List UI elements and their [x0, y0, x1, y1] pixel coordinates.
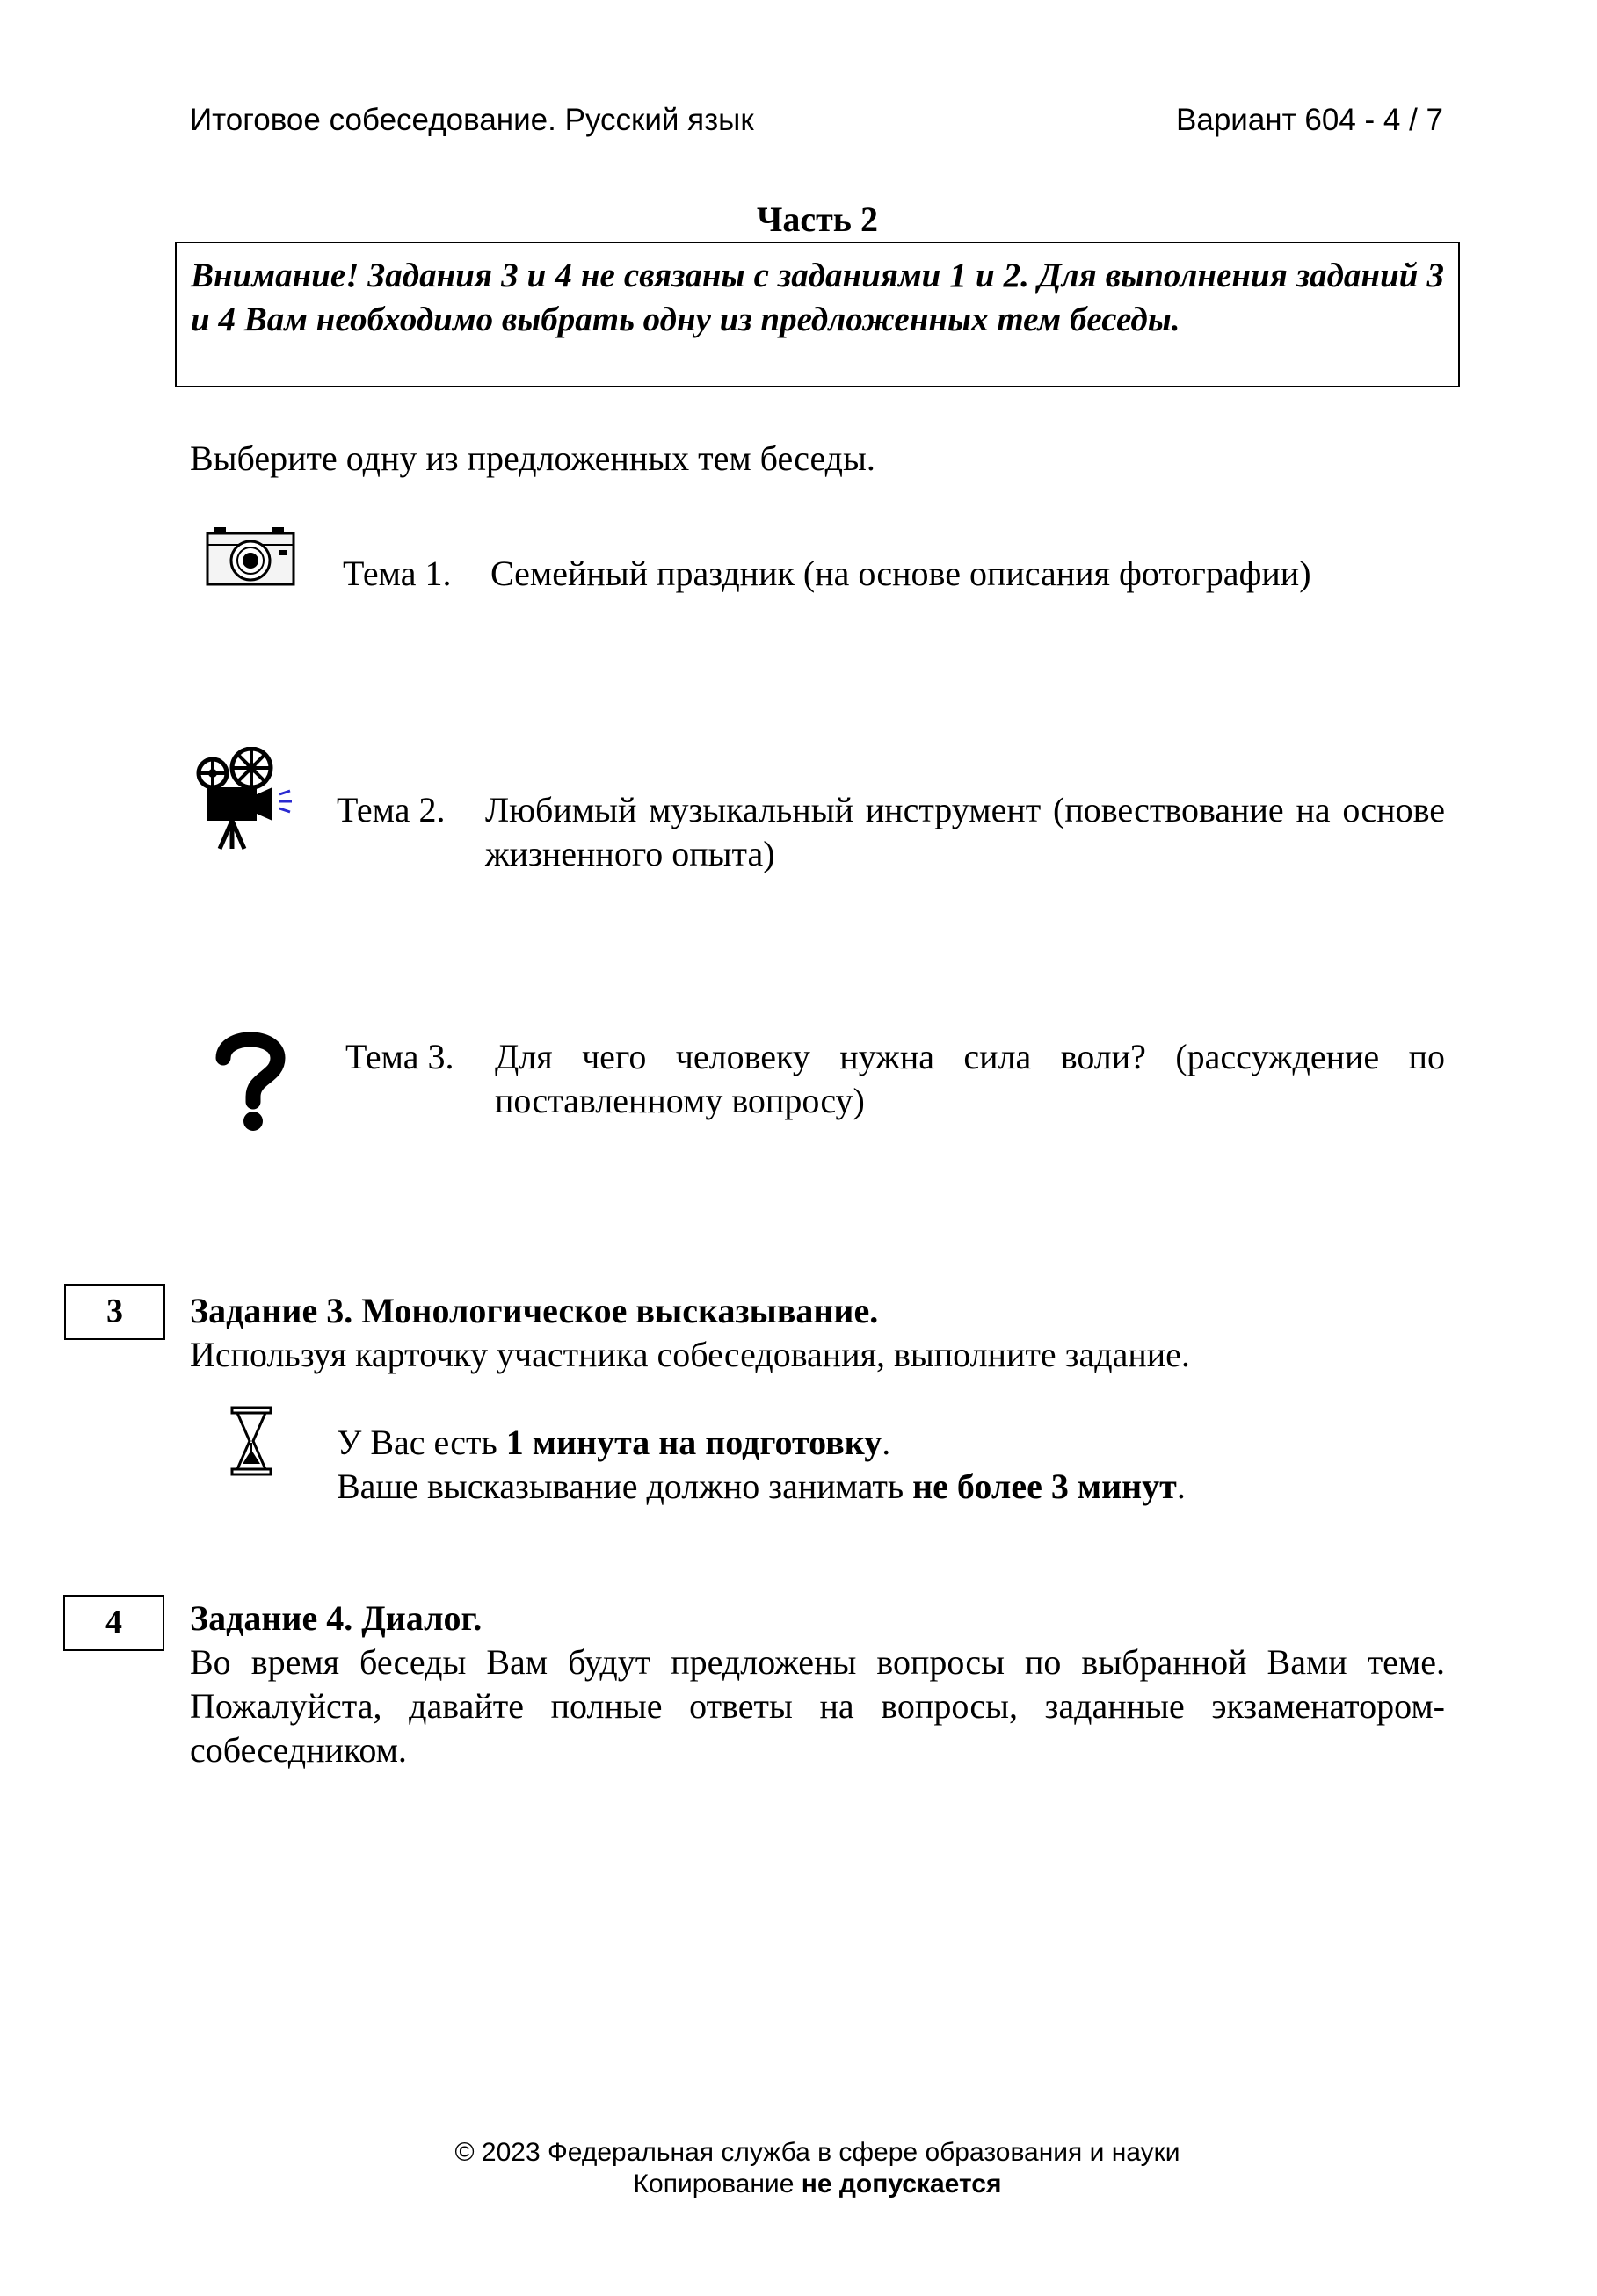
notice-box	[175, 242, 1460, 387]
header-title: Итоговое собеседование. Русский язык	[190, 103, 754, 137]
topic-3-text: Для чего человеку нужна сила воли? (рассуждение по поставленному вопросу)	[495, 1037, 1445, 1120]
limit-text-pre: Ваше высказывание должно занимать	[337, 1467, 913, 1506]
topic-2-text: Любимый музыкальный инструмент (повествование на основе жизненного опыта)	[485, 790, 1445, 873]
limit-text-post: .	[1176, 1467, 1186, 1506]
prep-text-bold: 1 минута на подготовку	[505, 1423, 882, 1462]
topic-3-label: Тема 3.	[345, 1037, 454, 1076]
topic-1-label: Тема 1.	[343, 554, 452, 593]
task-3-prep-text	[337, 1421, 890, 1465]
task-4-title: Задание 4. Диалог.	[190, 1598, 483, 1638]
footer-copying-bold: не допускается	[801, 2169, 1002, 2198]
camera-icon	[205, 525, 296, 589]
notice-text: Внимание! Задания 3 и 4 не связаны с заданиями 1 и 2. Для выполнения заданий 3 и 4 Вам необходимо выбрать одну из предложенных тем беседы.	[191, 257, 1444, 338]
task-3-limit-text	[337, 1465, 1186, 1509]
task-3-title: Задание 3. Монологическое высказывание.	[190, 1291, 879, 1330]
footer-copyright: © 2023 Федеральная служба в сфере образования и науки	[454, 2138, 1180, 2167]
intro-text: Выберите одну из предложенных тем беседы.	[190, 438, 875, 478]
task-4-number-box: 4	[63, 1595, 164, 1651]
hourglass-icon	[230, 1406, 272, 1476]
topic-2-label: Тема 2.	[337, 790, 446, 829]
footer-copying-pre: Копирование	[633, 2169, 802, 2198]
topic-1-text: Семейный праздник (на основе описания фотографии)	[490, 554, 1311, 593]
prep-text-post: .	[882, 1423, 891, 1462]
task-3-number-box: 3	[64, 1284, 165, 1340]
question-mark-icon	[211, 1028, 290, 1134]
limit-text-bold: не более 3 минут	[912, 1467, 1177, 1506]
part-title: Часть 2	[757, 199, 878, 239]
footer-copying-notice	[0, 2169, 1597, 2200]
task-4-text: Во время беседы Вам будут предложены вопросы по выбранной Вами теме. Пожалуйста, давайте полные ответы на вопросы, заданные экзаменатором-собеседником.	[190, 1642, 1445, 1770]
prep-text-pre: У Вас есть	[337, 1423, 506, 1462]
header-variant: Вариант 604 - 4 / 7	[1176, 103, 1443, 137]
film-projector-icon	[188, 747, 302, 852]
task-3-instruction: Используя карточку участника собеседования, выполните задание.	[190, 1335, 1190, 1374]
